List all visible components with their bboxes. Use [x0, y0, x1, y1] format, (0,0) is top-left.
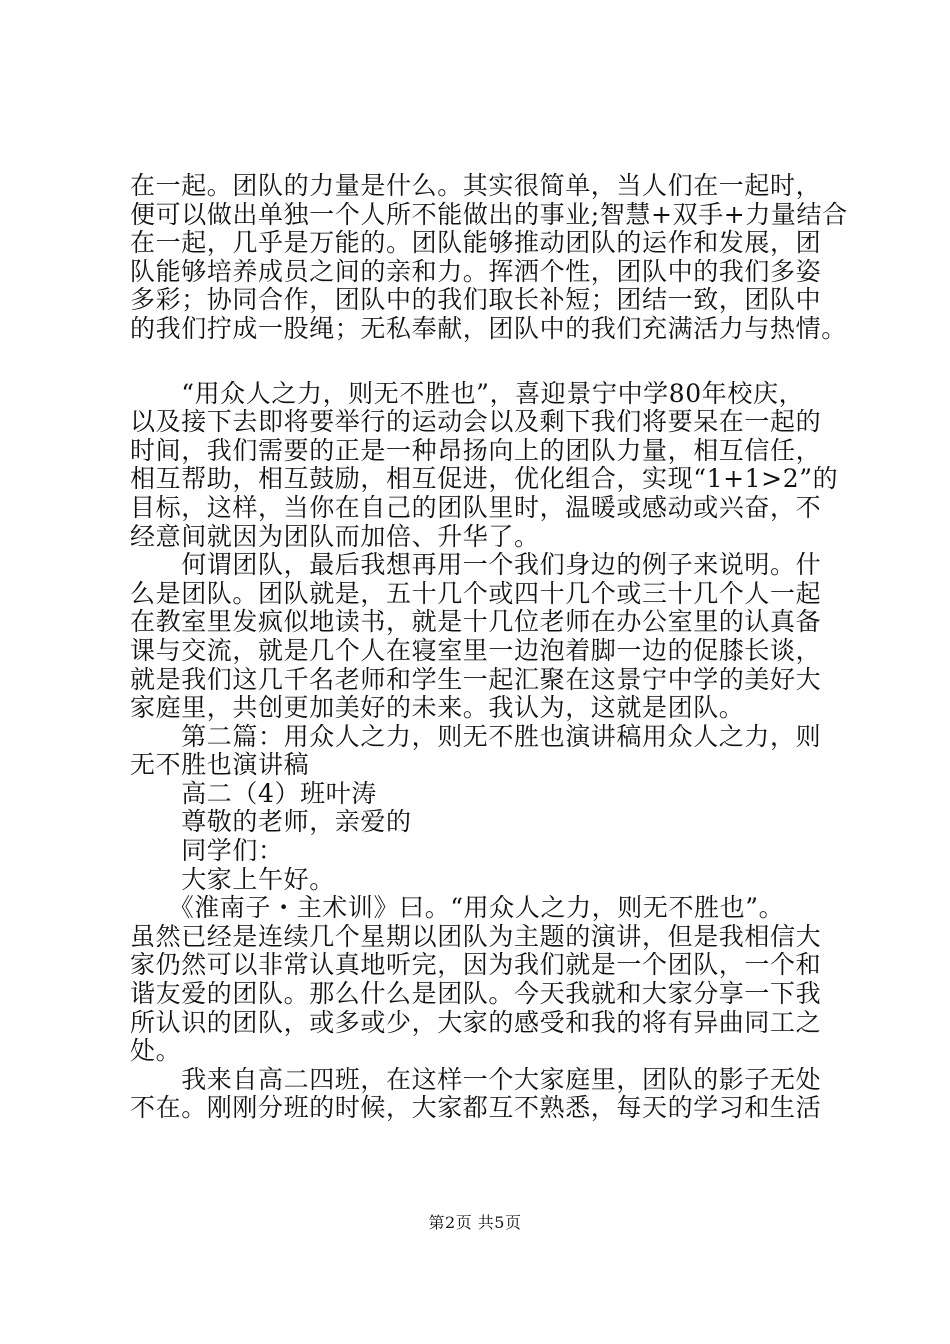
text-line: 相互帮助，相互鼓励，相互促进，优化组合，实现“1+1>2”的 — [130, 464, 839, 494]
text-line: 便可以做出单独一个人所不能做出的事业;智慧+双手+力量结合 — [130, 199, 848, 229]
text-line: 不在。刚刚分班的时候，大家都互不熟悉，每天的学习和生活 — [130, 1093, 822, 1123]
text-line: 目标，这样，当你在自己的团队里时，温暖或感动或兴奋，不 — [130, 492, 822, 522]
text-line: 同学们： — [130, 836, 284, 866]
text-line: 多彩；协同合作，团队中的我们取长补短；团结一致，团队中 — [130, 285, 822, 315]
text-line: 尊敬的老师，亲爱的 — [130, 807, 412, 837]
text-line: 么是团队。团队就是，五十几个或四十几个或三十几个人一起 — [130, 578, 822, 608]
text-line: 我来自高二四班，在这样一个大家庭里，团队的影子无处 — [130, 1064, 822, 1094]
text-line: 在教室里发疯似地读书，就是十几位老师在办公室里的认真备 — [130, 607, 822, 637]
text-line: “用众人之力，则无不胜也”，喜迎景宁中学80年校庆， — [130, 378, 805, 408]
text-line: 课与交流，就是几个人在寝室里一边泡着脚一边的促膝长谈， — [130, 635, 822, 665]
text-line: 的我们拧成一股绳；无私奉献，团队中的我们充满活力与热情。 — [130, 313, 847, 343]
document-body — [130, 171, 848, 1123]
text-line: 家仍然可以非常认真地听完，因为我们就是一个团队，一个和 — [130, 950, 822, 980]
text-line: 队能够培养成员之间的亲和力。挥洒个性，团队中的我们多姿 — [130, 256, 822, 286]
text-line: 处。 — [130, 1036, 182, 1066]
text-line: 高二（4）班叶涛 — [130, 778, 377, 808]
text-line: 以及接下去即将要举行的运动会以及剩下我们将要呆在一起的 — [130, 407, 822, 437]
text-line: 在一起。团队的力量是什么。其实很简单，当人们在一起时， — [130, 171, 822, 200]
text-line: 经意间就因为团队而加倍、升华了。 — [130, 521, 540, 551]
text-line: 《淮南子・主术训》曰。“用众人之力，则无不胜也”。 — [130, 893, 785, 923]
paragraph-gap — [130, 344, 830, 380]
text-line: 就是我们这几千名老师和学生一起汇聚在这景宁中学的美好大 — [130, 664, 822, 694]
text-line: 在一起，几乎是万能的。团队能够推动团队的运作和发展，团 — [130, 228, 822, 258]
text-line: 家庭里，共创更加美好的未来。我认为，这就是团队。 — [130, 693, 745, 723]
text-line: 谐友爱的团队。那么什么是团队。今天我就和大家分享一下我 — [130, 979, 822, 1009]
text-line: 所认识的团队，或多或少，大家的感受和我的将有异曲同工之 — [130, 1007, 822, 1037]
text-line: 大家上午好。 — [130, 864, 335, 894]
page-footer: 第2页 共5页 — [428, 1213, 522, 1232]
text-line: 何谓团队，最后我想再用一个我们身边的例子来说明。什 — [130, 550, 822, 580]
text-line: 虽然已经是连续几个星期以团队为主题的演讲，但是我相信大 — [130, 921, 822, 951]
text-line: 第二篇：用众人之力，则无不胜也演讲稿用众人之力，则 — [130, 721, 822, 751]
text-line: 无不胜也演讲稿 — [130, 750, 310, 780]
text-line: 时间，我们需要的正是一种昂扬向上的团队力量，相互信任， — [130, 435, 822, 465]
